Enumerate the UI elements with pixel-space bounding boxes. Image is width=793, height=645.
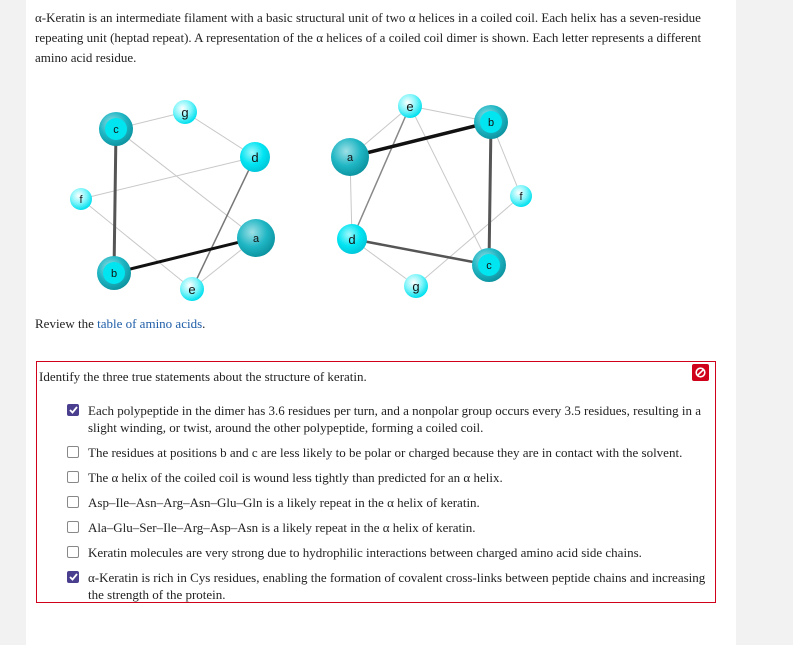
residue-label: d [348,232,356,247]
question-box [36,361,716,603]
answer-option-text: Each polypeptide in the dimer has 3.6 residues per turn, and a nonpolar group occurs every 3.5 residues, resulting in a slight winding, or twist, around the other polypeptide, forming a coiled coil. [88,403,701,435]
residue-label: c [486,260,492,272]
intro-text: α-Keratin is an intermediate filament with a basic structural unit of two α helices in a coiled coil. Each helix has a seven-residue repeating unit (heptad repeat). A representation of the α helices of a coiled coil dimer is shown. Each letter represents a different amino acid residue. [35,10,702,65]
answer-option-text: The residues at positions b and c are less likely to be polar or charged because they are in contact with the solvent. [88,445,683,460]
answer-option[interactable] [67,444,715,461]
answer-checkbox[interactable] [67,521,79,533]
residue-left-d [240,142,270,172]
answer-option[interactable] [67,544,715,561]
residue-left-b [97,256,131,290]
residue-left-a [237,219,275,257]
review-prefix: Review the [35,316,98,331]
residue-label: a [346,152,354,164]
residue-label: c [113,124,119,136]
residue-label: b [110,268,118,280]
residue-label: e [406,99,414,114]
bond-right-d-c [352,239,489,265]
checkmark-icon [69,406,78,414]
answer-checkbox[interactable] [67,446,79,458]
bond-left-c-b [114,129,116,273]
bond-right-f-g [416,196,521,286]
residue-label: g [412,279,420,294]
options-list [67,402,715,611]
bond-left-a-c [116,129,259,238]
residue-right-d [337,224,367,254]
coiled-coil-diagram [26,88,546,308]
answer-checkbox[interactable] [67,496,79,508]
answer-option[interactable] [67,494,715,511]
no-entry-icon [692,364,709,381]
amino-acid-table-link[interactable]: table of amino acids [97,316,203,331]
answer-option-text: α-Keratin is rich in Cys residues, enabling the formation of covalent cross-links between peptide chains and increasing the strength of the protein. [88,570,706,602]
answer-checkbox[interactable] [67,404,79,416]
answer-checkbox[interactable] [67,471,79,483]
residue-right-b [474,105,508,139]
residue-left-g [173,100,197,124]
residue-right-g [404,274,428,298]
answer-option[interactable] [67,402,715,436]
residue-right-e [398,94,422,118]
residue-right-a [331,138,369,176]
answer-option[interactable] [67,519,715,536]
residue-label: f [79,194,83,206]
answer-option[interactable] [67,569,715,603]
residue-left-e [180,277,204,301]
answer-option-text: The α helix of the coiled coil is wound less tightly than predicted for an α helix. [88,470,503,485]
answer-option-text: Keratin molecules are very strong due to hydrophilic interactions between charged amino acid side chains. [88,545,642,560]
review-suffix: . [202,316,206,331]
residue-label: f [519,191,523,203]
answer-checkbox[interactable] [67,571,79,583]
answer-checkbox[interactable] [67,546,79,558]
checkmark-icon [69,573,78,581]
bond-right-b-c [489,122,491,265]
residue-right-c [472,248,506,282]
question-prompt: Identify the three true statements about the structure of keratin. [39,369,367,384]
residue-left-c [99,112,133,146]
residue-label: b [487,117,495,129]
residue-left-f [70,188,92,210]
residue-label: d [251,150,259,165]
answer-option[interactable] [67,469,715,486]
residue-label: g [181,105,189,120]
bond-left-d-f [81,157,255,199]
residue-label: a [252,233,260,245]
residue-label: e [188,282,196,297]
review-line [35,316,205,332]
answer-option-text: Asp–Ile–Asn–Arg–Asn–Glu–Gln is a likely repeat in the α helix of keratin. [88,495,480,510]
residue-right-f [510,185,532,207]
answer-option-text: Ala–Glu–Ser–Ile–Arg–Asp–Asn is a likely repeat in the α helix of keratin. [88,520,476,535]
